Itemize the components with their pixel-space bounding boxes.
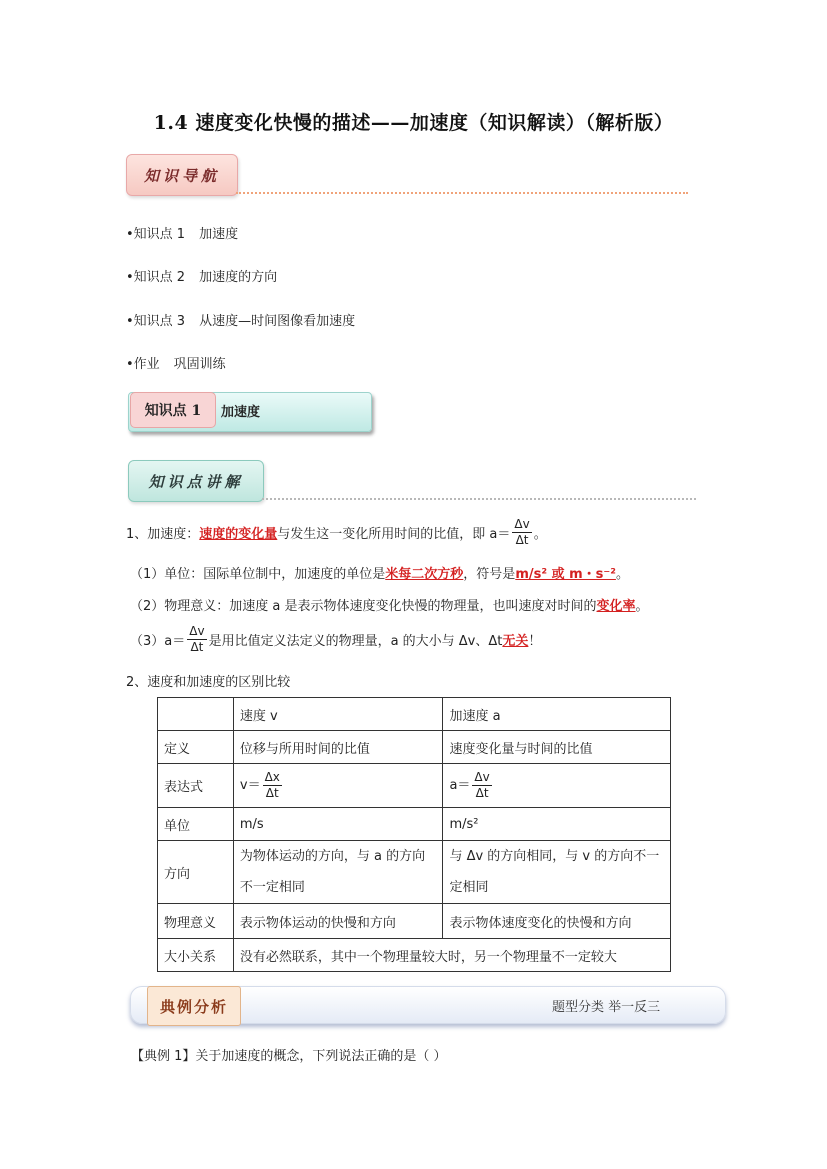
table-row	[158, 764, 671, 808]
fraction-denominator: Δt	[265, 786, 279, 800]
table-cell: m/s	[233, 808, 443, 841]
fraction	[187, 624, 206, 655]
unit-line	[130, 563, 629, 582]
text: 。	[533, 527, 547, 542]
text: 。	[615, 567, 629, 582]
fraction-numerator: Δv	[514, 517, 530, 531]
toc-bullet: •知识点 1	[126, 227, 186, 242]
table-cell: 为物体运动的方向，与 a 的方向不一定相同	[233, 841, 443, 904]
example-question: 【典例 1】关于加速度的概念，下列说法正确的是（ ）	[131, 1049, 447, 1064]
fraction-denominator: Δt	[190, 640, 204, 654]
table-row	[158, 841, 671, 904]
text: a＝	[449, 778, 471, 793]
fraction	[263, 770, 282, 801]
toc-bullet: •知识点 3	[126, 314, 186, 329]
table-cell: 表达式	[158, 764, 234, 808]
example-analysis-label: 典例分析	[147, 986, 241, 1026]
highlight-text: 米每二次方秒	[385, 567, 464, 582]
knowledge-point-title: 加速度	[221, 405, 261, 420]
table-row	[158, 731, 671, 764]
fraction-numerator: Δv	[474, 770, 490, 784]
divider	[236, 192, 688, 194]
table-cell: 单位	[158, 808, 234, 841]
highlight-text: m/s² 或 m・s⁻²	[515, 567, 616, 582]
knowledge-nav-banner: 知识导航	[126, 154, 238, 196]
knowledge-explain-banner: 知识点讲解	[128, 460, 264, 502]
fraction-numerator: Δx	[264, 770, 280, 784]
table-cell: 与 Δv 的方向相同，与 v 的方向不一定相同	[443, 841, 671, 904]
item-acceleration-definition	[126, 517, 547, 548]
fraction-numerator: Δv	[189, 624, 205, 638]
toc-item-4[interactable]	[126, 353, 226, 372]
fraction	[512, 517, 531, 548]
example-analysis-tags: 题型分类 举一反三	[552, 1000, 661, 1015]
toc-text: 巩固训练	[173, 357, 226, 372]
toc-item-3[interactable]	[126, 310, 355, 329]
table-cell: m/s²	[443, 808, 671, 841]
table-cell: 表示物体速度变化的快慢和方向	[443, 904, 671, 939]
divider	[262, 498, 696, 500]
toc-text: 加速度	[199, 227, 239, 242]
table-cell: 表示物体运动的快慢和方向	[233, 904, 443, 939]
fraction	[472, 770, 491, 801]
table-cell: 定义	[158, 731, 234, 764]
text: 与发生这一变化所用时间的比值，即 a＝	[277, 527, 511, 542]
fraction-denominator: Δt	[475, 786, 489, 800]
table-cell: 位移与所用时间的比值	[233, 731, 443, 764]
definition-line	[130, 624, 541, 655]
toc-bullet: •作业	[126, 357, 160, 372]
table-header-cell	[158, 698, 234, 731]
text: 1、加速度：	[126, 527, 200, 542]
comparison-table	[157, 697, 671, 972]
table-cell: 方向	[158, 841, 234, 904]
highlight-text: 速度的变化量	[199, 527, 278, 542]
table-cell: 大小关系	[158, 939, 234, 972]
toc-bullet: •知识点 2	[126, 270, 186, 285]
table-cell: 速度变化量与时间的比值	[443, 731, 671, 764]
toc-item-1[interactable]	[126, 223, 238, 242]
table-row	[158, 808, 671, 841]
text: （2）物理意义：加速度 a 是表示物体速度变化快慢的物理量，也叫速度对时间的	[130, 599, 597, 614]
toc-text: 加速度的方向	[199, 270, 278, 285]
table-header-cell: 加速度 a	[443, 698, 671, 731]
text: （3）a＝	[130, 634, 186, 649]
fraction-denominator: Δt	[515, 533, 529, 547]
table-row	[158, 904, 671, 939]
text: 是用比值定义法定义的物理量，a 的大小与 Δv、Δt	[208, 634, 503, 649]
text: （1）单位：国际单位制中，加速度的单位是	[130, 567, 386, 582]
table-cell	[233, 764, 443, 808]
table-header-cell: 速度 v	[233, 698, 443, 731]
table-cell: 没有必然联系，其中一个物理量较大时，另一个物理量不一定较大	[233, 939, 670, 972]
text: v＝	[239, 778, 261, 793]
knowledge-point-label: 知识点 1	[130, 392, 216, 428]
table-cell: 物理意义	[158, 904, 234, 939]
meaning-line	[130, 595, 649, 614]
toc-text: 从速度—时间图像看加速度	[199, 314, 356, 329]
item-comparison-heading: 2、速度和加速度的区别比较	[126, 675, 291, 690]
table-row	[158, 939, 671, 972]
text: 。	[635, 599, 649, 614]
text: ！	[528, 634, 542, 649]
table-header-row	[158, 698, 671, 731]
highlight-text: 无关	[502, 634, 529, 649]
page-title: 1.4 速度变化快慢的描述——加速度（知识解读）（解析版）	[153, 112, 674, 134]
text: ，符号是	[463, 567, 516, 582]
table-cell	[443, 764, 671, 808]
toc-item-2[interactable]	[126, 266, 277, 285]
highlight-text: 变化率	[596, 599, 636, 614]
